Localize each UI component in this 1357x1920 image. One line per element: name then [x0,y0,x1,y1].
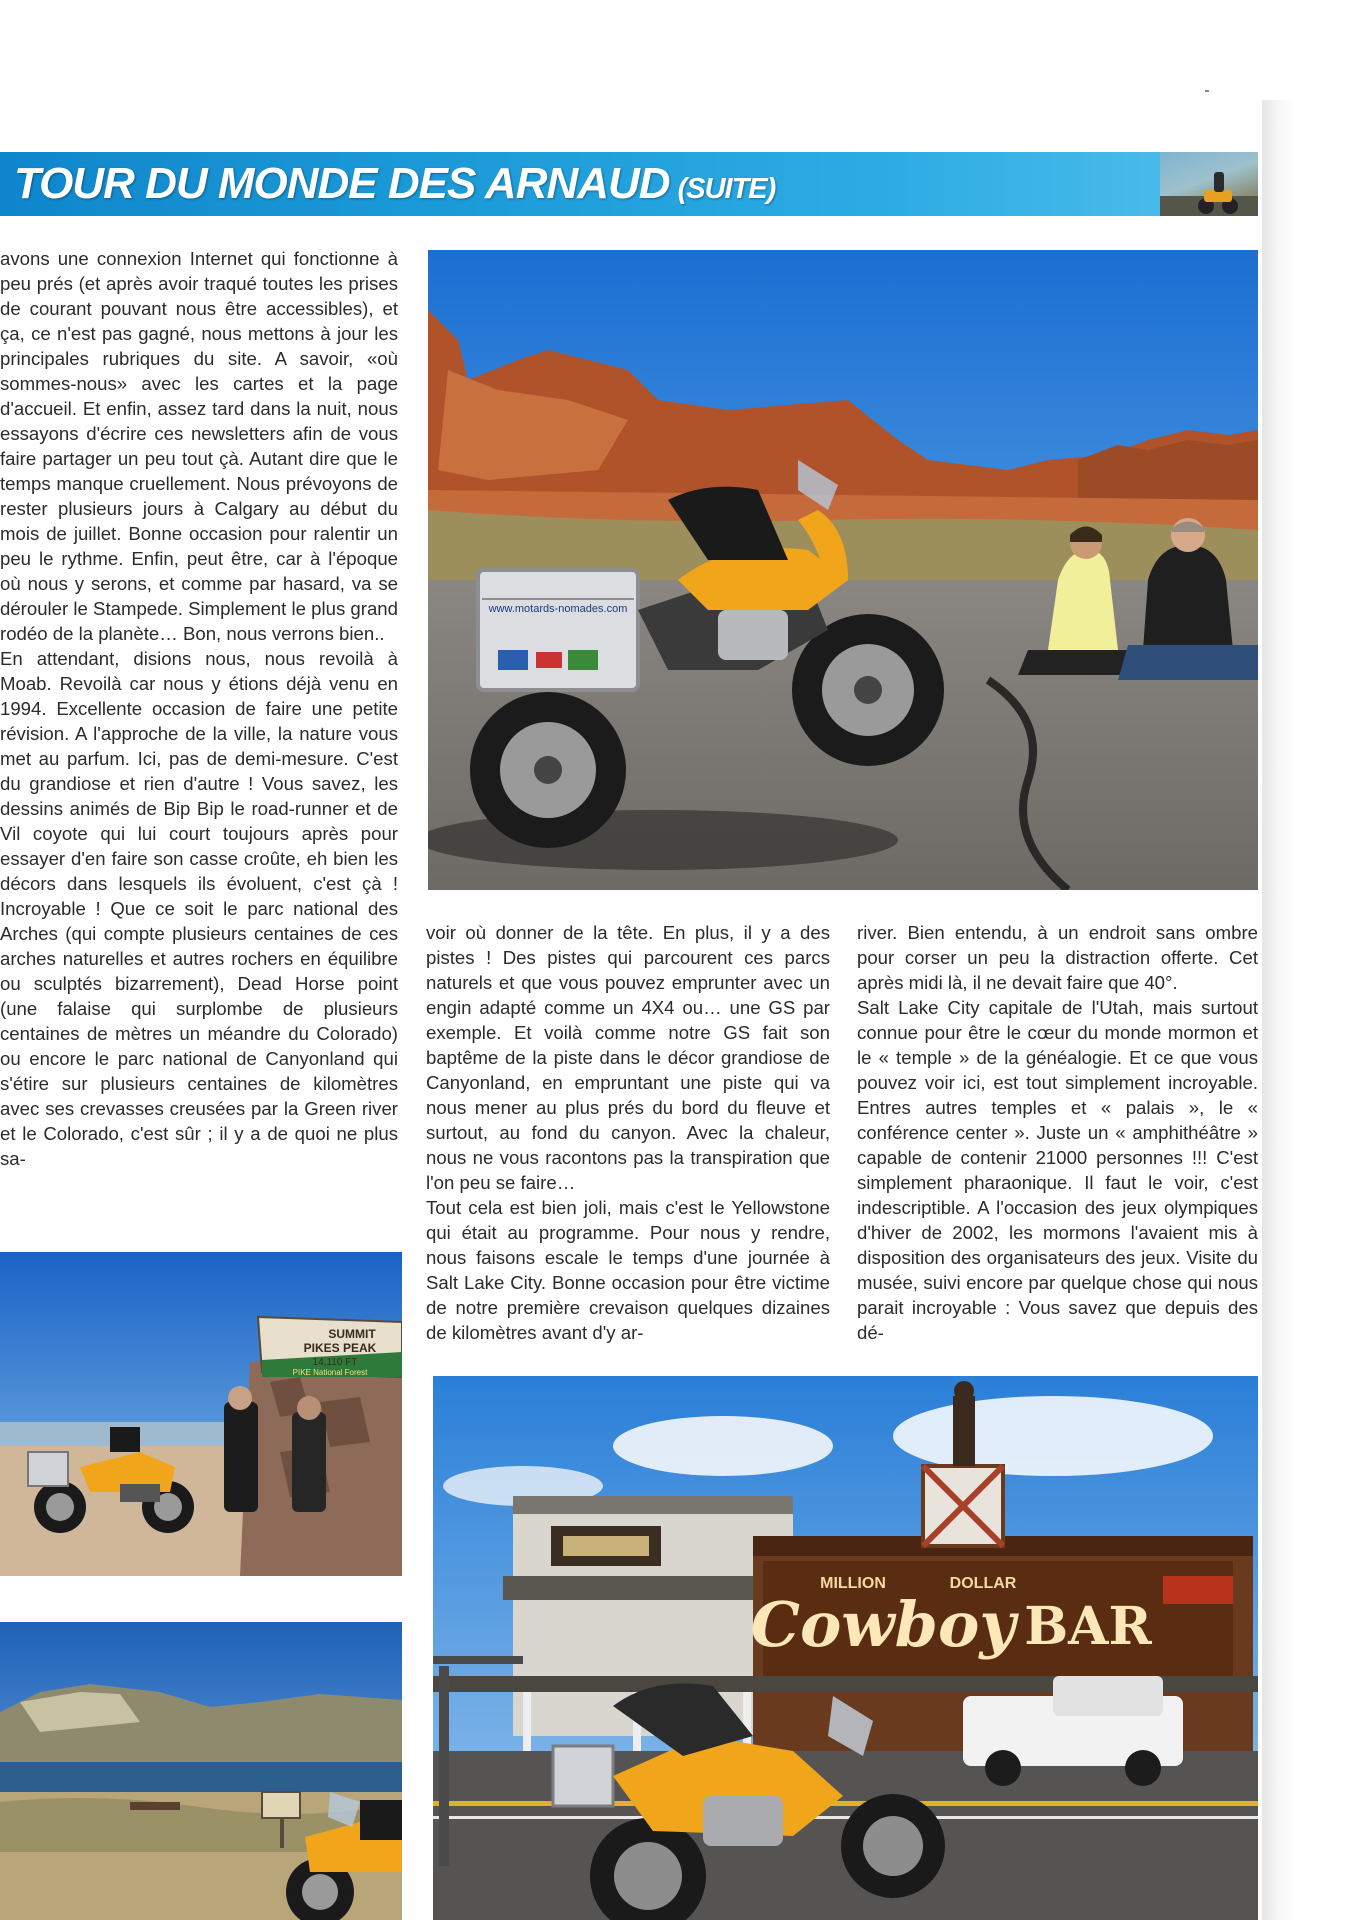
title-suite: (SUITE) [677,173,776,205]
title-thumbnail-photo [1160,152,1258,216]
sign-altitude: 14,110 FT [312,1357,358,1368]
article-column-2 [426,920,830,1345]
title-main: TOUR DU MONDE DES ARNAUD [14,159,670,208]
article-column-3 [857,920,1258,1345]
paragraph: Salt Lake City capitale de l'Utah, mais surtout connue pour être le cœur du monde mormon et le « temple » de la généalogie. Et ce que vous pouvez voir ici, est tout simplement incroyable. Entres autres temples et « palais », le « conférence center ». Juste un « amphithéâtre » capable de contenir 21000 personnes !!! C'est simplement pharaonique. Il faut le voir, c'est indescriptible. A l'occasion des jeux olympiques d'hiver de 2002, les mormons l'avaient mis à disposition des organisateurs des jeux. Visite du musée, suivi encore par quelque chose qui nous parait incroyable : Vous savez que depuis des dé- [857,997,1258,1343]
sign-dollar: DOLLAR [949,1575,1017,1592]
page-edge-shadow [1262,100,1357,1920]
paragraph: voir où donner de la tête. En plus, il y a des pistes ! Des pistes qui parcourent ces parcs naturels et que vous pouvez emprunter avec un engin adapté comme un 4X4 ou… une GS par exemple. Et voilà comme notre GS fait son baptême de la piste dans le décor grandiose de Canyonland, en empruntant une piste qui va nous mener au plus prés du bord du fleuve et surtout, au fond du canyon. Avec la chaleur, nous ne vous racontons pas la transpiration que l'on peu se faire… [426,922,830,1193]
photo-cowboy-bar [433,1376,1258,1920]
article-title [14,159,775,209]
case-label: www.motards-nomades.com [488,603,628,615]
photo-pikes-peak [0,1252,402,1576]
article-column-1 [0,246,398,1171]
article-title-bar [0,152,1258,216]
sign-forest: PIKE National Forest [292,1368,368,1377]
photo-arches-motorcycle [428,250,1258,890]
sign-cowboy: Cowboy [750,1588,1016,1661]
sign-pikes-peak: PIKES PEAK [303,1341,377,1355]
paragraph: river. Bien entendu, à un endroit sans ombre pour corser un peu la distraction offerte. Cet après midi là, il ne devait faire que 40°. [857,922,1258,993]
sign-summit: SUMMIT [328,1327,376,1341]
paragraph: En attendant, disions nous, nous revoilà à Moab. Revoilà car nous y étions déjà venu en 1994. Excellente occasion de faire une petite révision. A l'approche de la ville, la nature vous met au parfum. Ici, pas de demi-mesure. C'est du grandiose et rien d'autre ! Vous savez, les dessins animés de Bip Bip le road-runner et de Vil coyote qui lui court toujours après pour essayer d'en faire son casse croûte, eh bien les décors dans lesquels ils évoluent, c'est çà ! Incroyable ! Que ce soit le parc national des Arches (qui compte plusieurs centaines de ces arches naturelles et autres rochers en équilibre ou sculptés bizarrement), Dead Horse point (une falaise qui surplombe de plusieurs centaines de mètres un méandre du Colorado) ou encore le parc national de Canyonland qui s'étire sur plusieurs centaines de kilomètres avec ses crevasses creusées par la Green river et le Colorado, c'est sûr ; il y a de quoi ne plus sa- [0,648,398,1169]
sign-million: MILLION [820,1575,886,1592]
photo-lake-motorcycle [0,1622,402,1920]
paragraph: Tout cela est bien joli, mais c'est le Yellowstone qui était au programme. Pour nous y rendre, nous faisons escale le temps d'une journée à Salt Lake City. Bonne occasion pour être victime de notre première crevaison quelques dizaines de kilomètres avant d'y ar- [426,1197,830,1343]
sign-bar: BAR [1024,1596,1152,1657]
paragraph: avons une connexion Internet qui fonctionne à peu prés (et après avoir traqué toutes les prises de courant pouvant nous être accessibles), et ça, ce n'est pas gagné, nous mettons à jour les principales rubriques du site. A savoir, «où sommes-nous» avec les cartes et la page d'accueil. Et enfin, assez tard dans la nuit, nous essayons d'écrire ces newsletters afin de vous faire partager un peu tout çà. Autant dire que le temps manque cruellement. Nous prévoyons de rester plusieurs jours à Calgary au début du mois de juillet. Bonne occasion pour ralentir un peu le rythme. Enfin, peut être, car à l'époque où nous y serons, et comme par hasard, va se dérouler le Stampede. Simplement le plus grand rodéo de la planète… Bon, nous verrons bien.. [0,248,398,644]
crop-mark [1205,90,1209,92]
